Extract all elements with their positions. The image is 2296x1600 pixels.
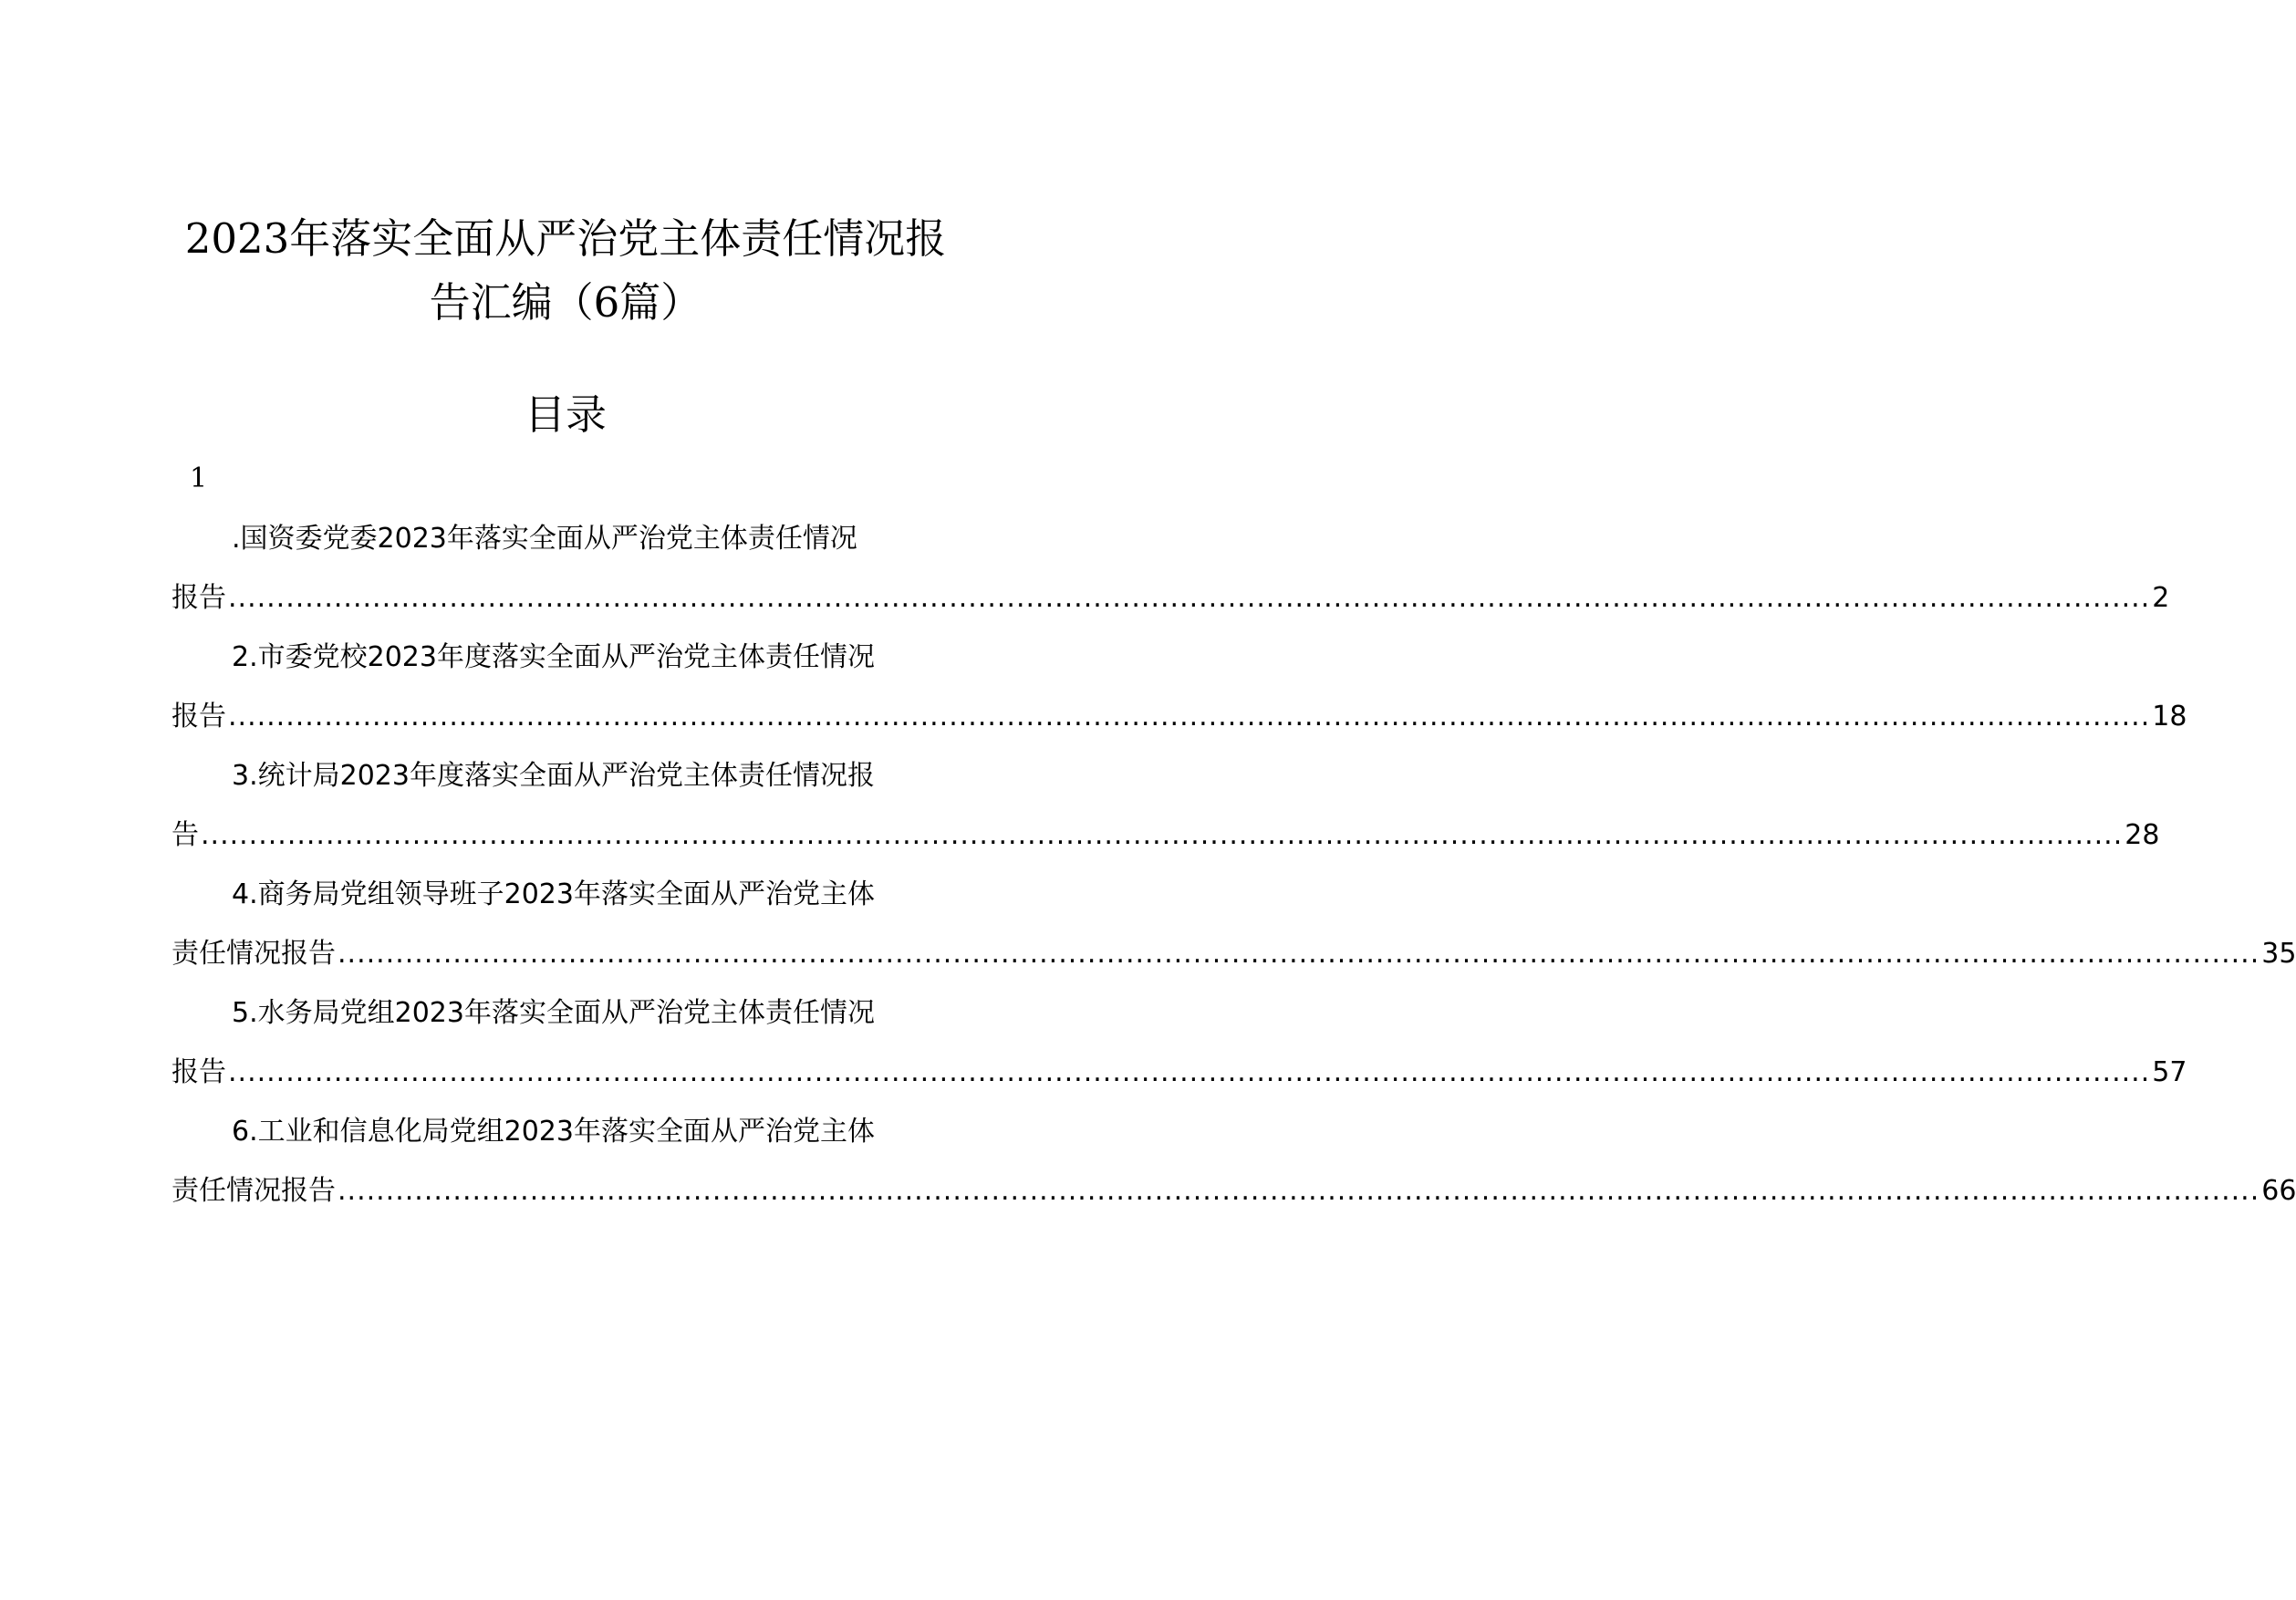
toc-entry-continuation [171,1043,2187,1102]
toc-entry-title-end: 告 [171,819,199,851]
toc-entry-title-end: 报告 [171,701,226,732]
toc-heading: 目录 [524,390,607,439]
dot-leader: ........................................................................................................................................................................................................ [338,1175,2260,1207]
toc-entry-title-end: 责任情况报告 [171,938,336,970]
dot-leader: ........................................................................................................................................................................................................ [228,582,2151,614]
dot-leader: ........................................................................................................................................................................................................ [338,938,2260,970]
toc-entry-title: 6.工业和信息化局党组2023年落实全面从严治党主体 [232,1116,875,1148]
toc-entry-title-end: 报告 [171,582,226,614]
toc-page-number: 2 [2152,582,2170,614]
toc-entry-title: 3.统计局2023年度落实全面从严治党主体责任情况报 [232,760,875,792]
toc-entry-continuation [171,1161,2296,1221]
dot-leader: ........................................................................................................................................................................................................ [228,1056,2151,1088]
table-of-contents [171,509,2296,1221]
toc-entry-continuation [171,568,2170,628]
toc-entry-title-end: 责任情况报告 [171,1175,336,1207]
title-line-1: 2023年落实全面从严治党主体责任情况报 [184,214,947,263]
dot-leader: ........................................................................................................................................................................................................ [228,701,2151,732]
toc-entry-continuation [171,805,2160,865]
toc-entry-title: 4.商务局党组领导班子2023年落实全面从严治党主体 [232,878,875,910]
toc-entry[interactable] [171,628,2187,746]
toc-entry[interactable] [171,983,2187,1102]
document-title [137,207,994,335]
toc-page-number: 57 [2152,1056,2187,1088]
toc-entry-title: 5.水务局党组2023年落实全面从严治党主体责任情况 [232,997,875,1029]
toc-page-number: 18 [2152,701,2187,732]
toc-page-number: 28 [2125,819,2160,851]
toc-entry-title: .国资委党委2023年落实全面从严治党主体责任情况 [232,523,857,555]
toc-entry[interactable] [171,1102,2296,1221]
toc-entry-title: 2.市委党校2023年度落实全面从严治党主体责任情况 [232,641,875,673]
toc-entry[interactable] [171,865,2296,983]
toc-entry-continuation [171,924,2296,983]
stray-marker: 1 [190,462,208,494]
toc-entry-continuation [171,687,2187,746]
toc-page-number: 66 [2261,1175,2296,1207]
toc-page-number: 35 [2261,938,2296,970]
dot-leader: ........................................................................................................................................................................................................ [201,819,2124,851]
toc-entry[interactable] [171,746,2160,865]
toc-entry-title-end: 报告 [171,1056,226,1088]
toc-entry[interactable] [171,509,2170,628]
title-line-2: 告汇编（6篇） [429,278,702,327]
